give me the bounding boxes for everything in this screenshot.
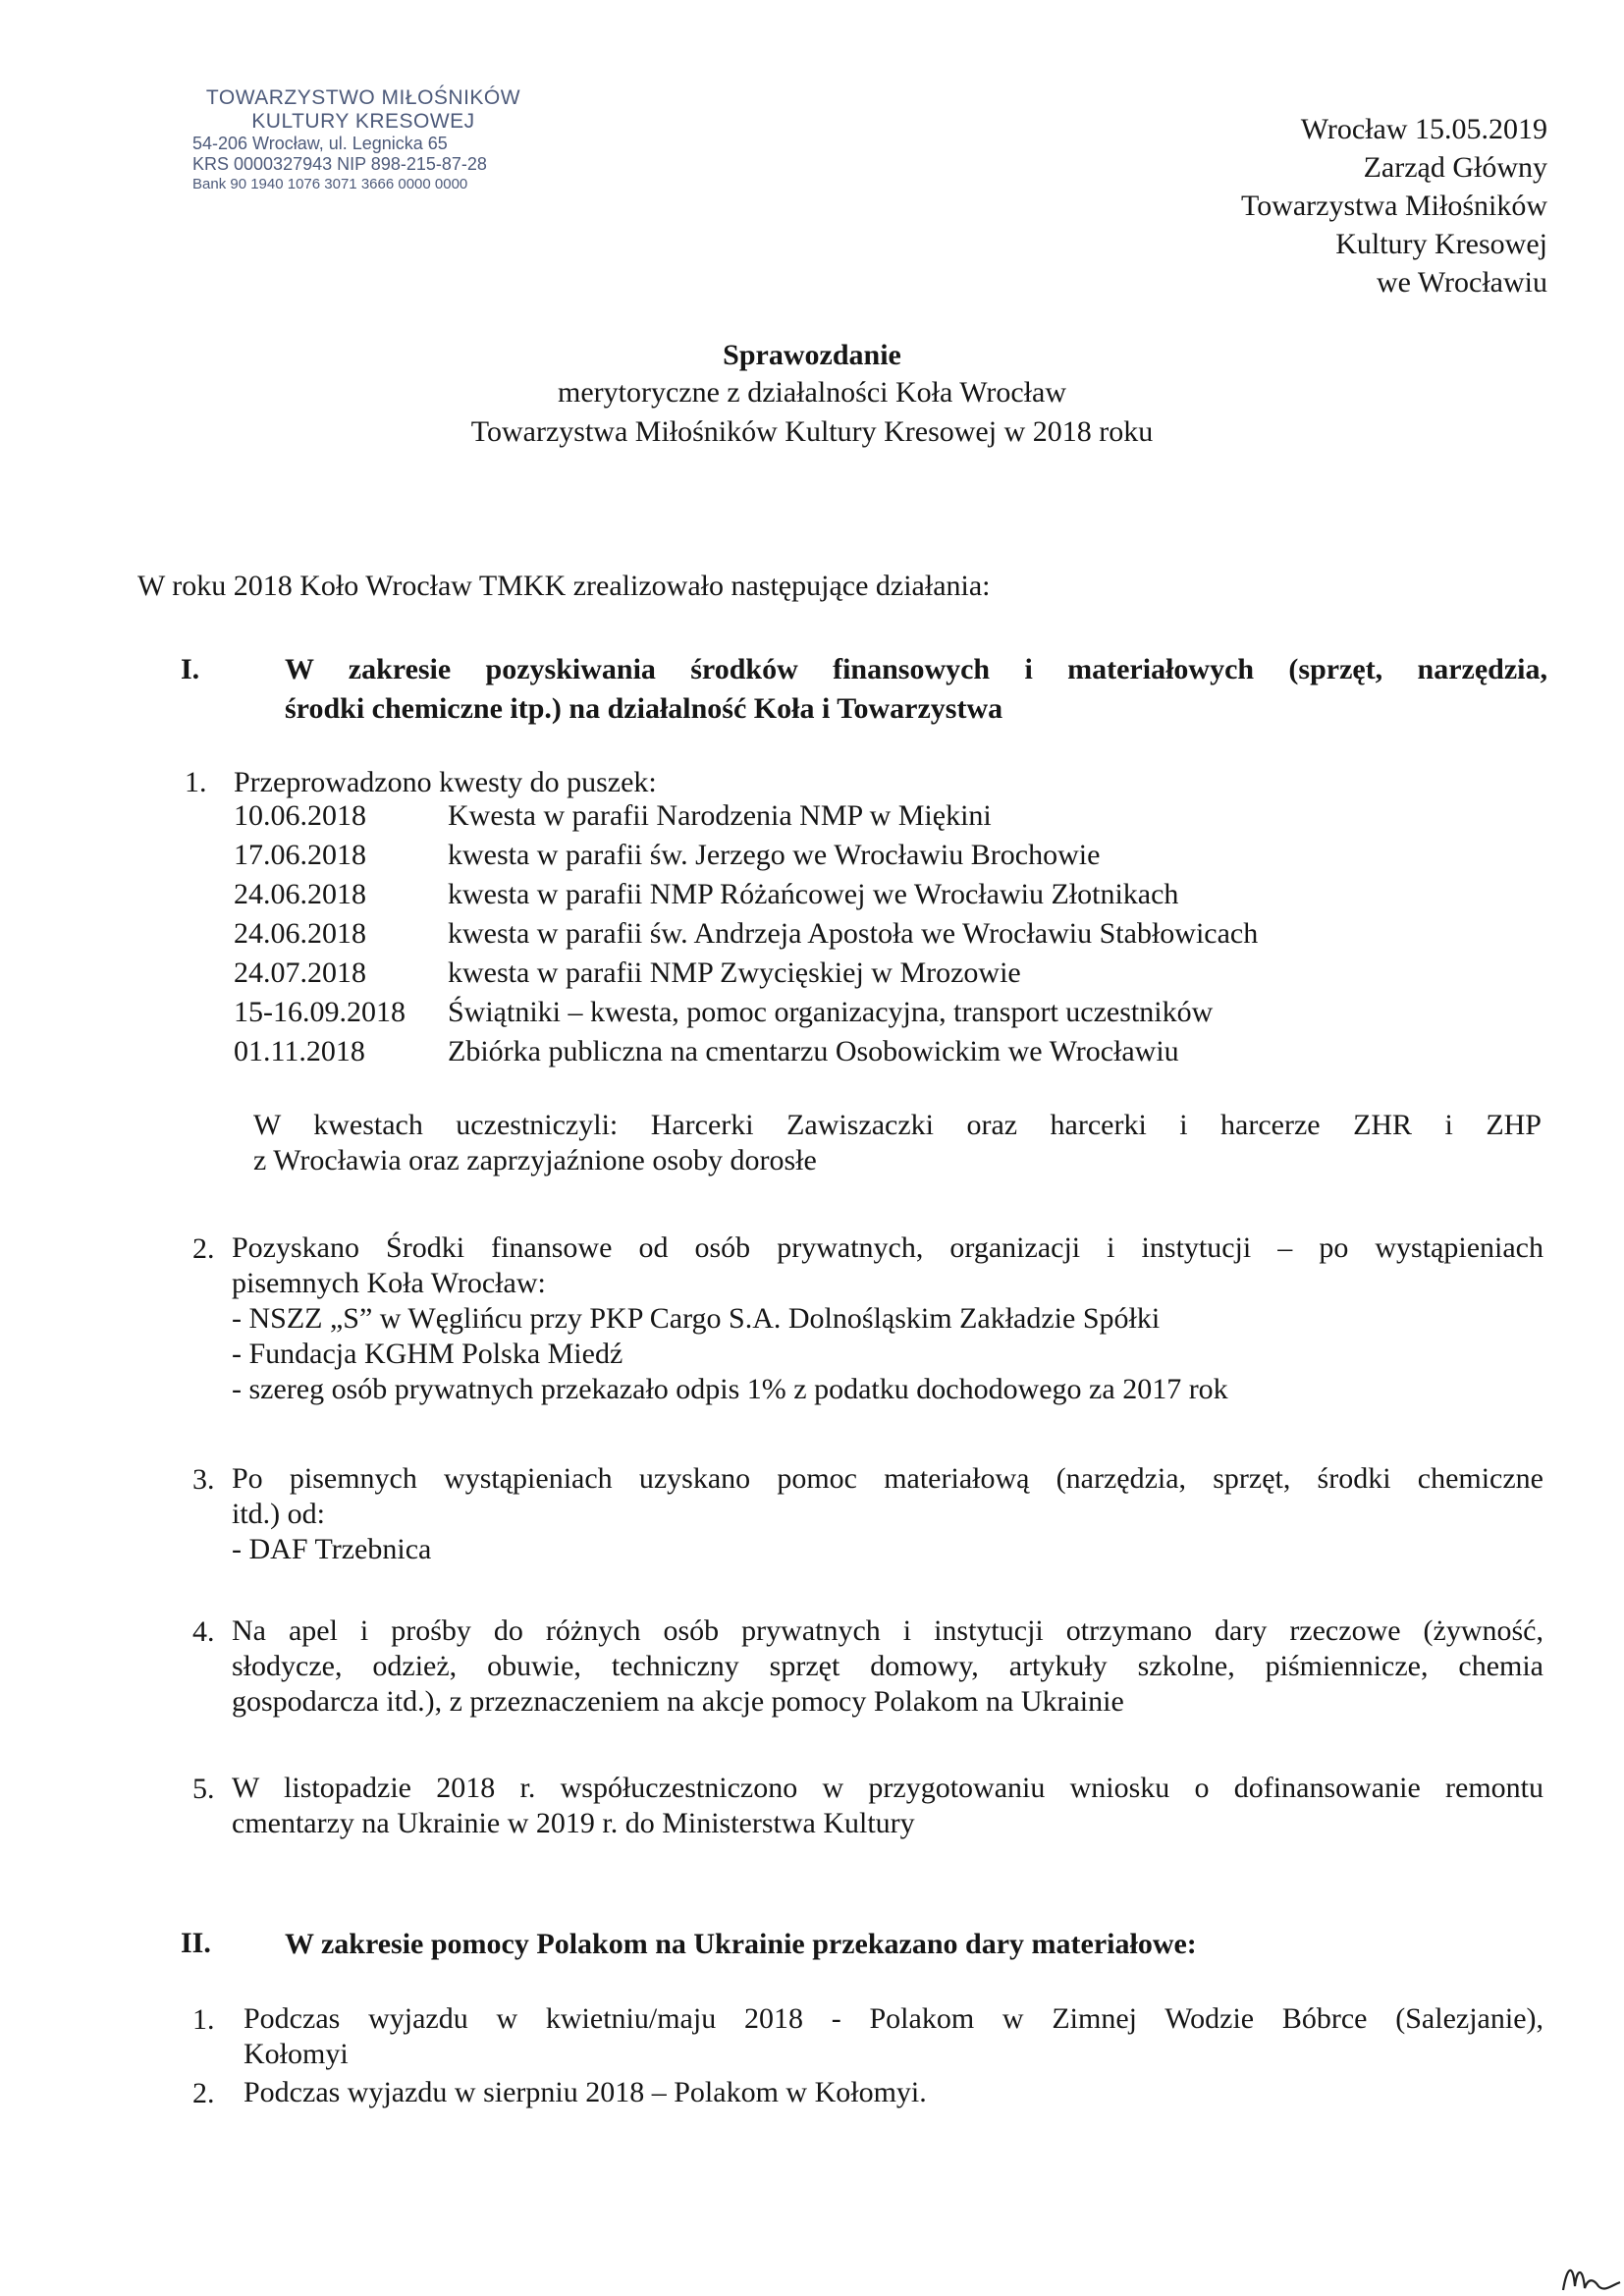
addressee-line: Kultury Kresowej — [1335, 228, 1547, 260]
list-item — [232, 1230, 1543, 1407]
stamp-line-1: TOWARZYSTWO MIŁOŚNIKÓW — [205, 86, 521, 109]
item-line: Na apel i prośby do różnych osób prywatnych i instytucji otrzymano dary rzeczowe (żywność, — [232, 1614, 1543, 1647]
fundraising-desc: kwesta w parafii NMP Różańcowej we Wrocławiu Złotnikach — [448, 878, 1179, 910]
list-item — [234, 875, 1540, 914]
funding-source: - Fundacja KGHM Polska Miedź — [232, 1338, 623, 1370]
list-item — [232, 1461, 1543, 1567]
list-item — [234, 836, 1540, 875]
document-title — [0, 339, 1624, 449]
stamp-bank: Bank 90 1940 1076 3071 3666 0000 0000 — [192, 176, 468, 192]
list-number: 2. — [192, 1232, 215, 1265]
section-number: I. — [181, 653, 200, 685]
stamp-address: 54-206 Wrocław, ul. Legnicka 65 — [192, 134, 448, 153]
addressee-line: Towarzystwa Miłośników — [1240, 190, 1547, 222]
intro-text: W roku 2018 Koło Wrocław TMKK zrealizowało następujące działania: — [137, 570, 991, 602]
fundraising-desc: Kwesta w parafii Narodzenia NMP w Miękini — [448, 799, 992, 832]
fundraising-list — [234, 796, 1540, 1071]
section-heading-line: środki chemiczne itp.) na działalność Koła i Towarzystwa — [285, 692, 1003, 725]
item-line: Podczas wyjazdu w kwietniu/maju 2018 - Polakom w Zimnej Wodzie Bóbrce (Salezjanie), — [244, 2002, 1543, 2035]
participants-note — [253, 1108, 1542, 1178]
list-item — [232, 1771, 1543, 1841]
list-number: 3. — [192, 1463, 215, 1496]
stamp-line-2: KULTURY KRESOWEJ — [251, 110, 475, 133]
section-heading-line: W zakresie pozyskiwania środków finansowych i materiałowych (sprzęt, narzędzia, — [285, 653, 1547, 685]
list-item — [234, 993, 1540, 1032]
note-line: z Wrocławia oraz zaprzyjaźnione osoby dorosłe — [253, 1144, 817, 1176]
item-line: gospodarcza itd.), z przeznaczeniem na akcje pomocy Polakom na Ukrainie — [232, 1685, 1124, 1718]
addressee-line: Zarząd Główny — [1363, 151, 1547, 184]
fundraising-date: 01.11.2018 — [234, 1035, 365, 1067]
list-item — [244, 2075, 1543, 2110]
item-line: słodycze, odzież, obuwie, techniczny sprzęt domowy, artykuły szkolne, piśmiennicze, chemia — [232, 1650, 1543, 1682]
list-item — [234, 914, 1540, 954]
item-line: Kołomyi — [244, 2038, 349, 2070]
fundraising-desc: Zbiórka publiczna na cmentarzu Osobowickim we Wrocławiu — [448, 1035, 1179, 1067]
stamp-krs-nip: KRS 0000327943 NIP 898-215-87-28 — [192, 154, 487, 174]
section-number: II. — [181, 1927, 211, 1959]
list-number: 2. — [192, 2077, 215, 2109]
organization-stamp — [167, 86, 560, 193]
item-line: W listopadzie 2018 r. współuczestniczono w przygotowaniu wniosku o dofinansowanie remontu — [232, 1772, 1543, 1804]
list-number: 4. — [192, 1615, 215, 1648]
item-line: Pozyskano Środki finansowe od osób prywatnych, organizacji i instytucji – po wystąpieniach — [232, 1231, 1543, 1264]
addressee-line: we Wrocławiu — [1376, 266, 1547, 299]
note-line: W kwestach uczestniczyli: Harcerki Zawiszaczki oraz harcerki i harcerze ZHR i ZHP — [253, 1109, 1542, 1141]
fundraising-desc: kwesta w parafii św. Andrzeja Apostoła we Wrocławiu Stabłowicach — [448, 917, 1259, 950]
handwritten-initials — [1555, 2257, 1624, 2296]
fundraising-desc: Świątniki – kwesta, pomoc organizacyjna, transport uczestników — [448, 996, 1214, 1028]
title-subtitle: merytoryczne z działalności Koła Wrocław — [557, 376, 1066, 409]
item-line: itd.) od: — [232, 1498, 325, 1530]
material-source: - DAF Trzebnica — [232, 1533, 432, 1565]
fundraising-desc: kwesta w parafii NMP Zwycięskiej w Mrozowie — [448, 957, 1021, 989]
section-heading — [285, 650, 1547, 729]
fundraising-date: 24.07.2018 — [234, 957, 366, 989]
list-number: 5. — [192, 1773, 215, 1805]
item-line: pisemnych Koła Wrocław: — [232, 1267, 546, 1299]
list-number: 1. — [192, 2003, 215, 2036]
section-heading: W zakresie pomocy Polakom na Ukrainie przekazano dary materiałowe: — [285, 1928, 1197, 1960]
list-item — [234, 1032, 1540, 1071]
place-date: Wrocław 15.05.2019 — [1300, 113, 1547, 145]
fundraising-date: 24.06.2018 — [234, 917, 366, 950]
list-item — [234, 796, 1540, 836]
list-item-lead: Przeprowadzono kwesty do puszek: — [234, 766, 657, 798]
fundraising-date: 15-16.09.2018 — [234, 996, 406, 1028]
list-item — [232, 1613, 1543, 1720]
list-item — [244, 2001, 1543, 2072]
fundraising-date: 10.06.2018 — [234, 799, 366, 832]
list-item — [234, 954, 1540, 993]
title-main: Sprawozdanie — [723, 339, 901, 371]
title-subtitle: Towarzystwa Miłośników Kultury Kresowej w 2018 roku — [470, 415, 1154, 448]
list-number: 1. — [185, 766, 207, 798]
letter-header — [1241, 110, 1547, 301]
funding-source: - NSZZ „S” w Węglińcu przy PKP Cargo S.A. Dolnośląskim Zakładzie Spółki — [232, 1302, 1161, 1335]
item-line: Podczas wyjazdu w sierpniu 2018 – Polakom w Kołomyi. — [244, 2076, 927, 2108]
fundraising-desc: kwesta w parafii św. Jerzego we Wrocławiu Brochowie — [448, 839, 1101, 871]
fundraising-date: 17.06.2018 — [234, 839, 366, 871]
fundraising-date: 24.06.2018 — [234, 878, 366, 910]
item-line: cmentarzy na Ukrainie w 2019 r. do Ministerstwa Kultury — [232, 1807, 915, 1839]
item-line: Po pisemnych wystąpieniach uzyskano pomoc materiałową (narzędzia, sprzęt, środki chemiczne — [232, 1462, 1543, 1495]
funding-source: - szereg osób prywatnych przekazało odpis 1% z podatku dochodowego za 2017 rok — [232, 1373, 1228, 1405]
